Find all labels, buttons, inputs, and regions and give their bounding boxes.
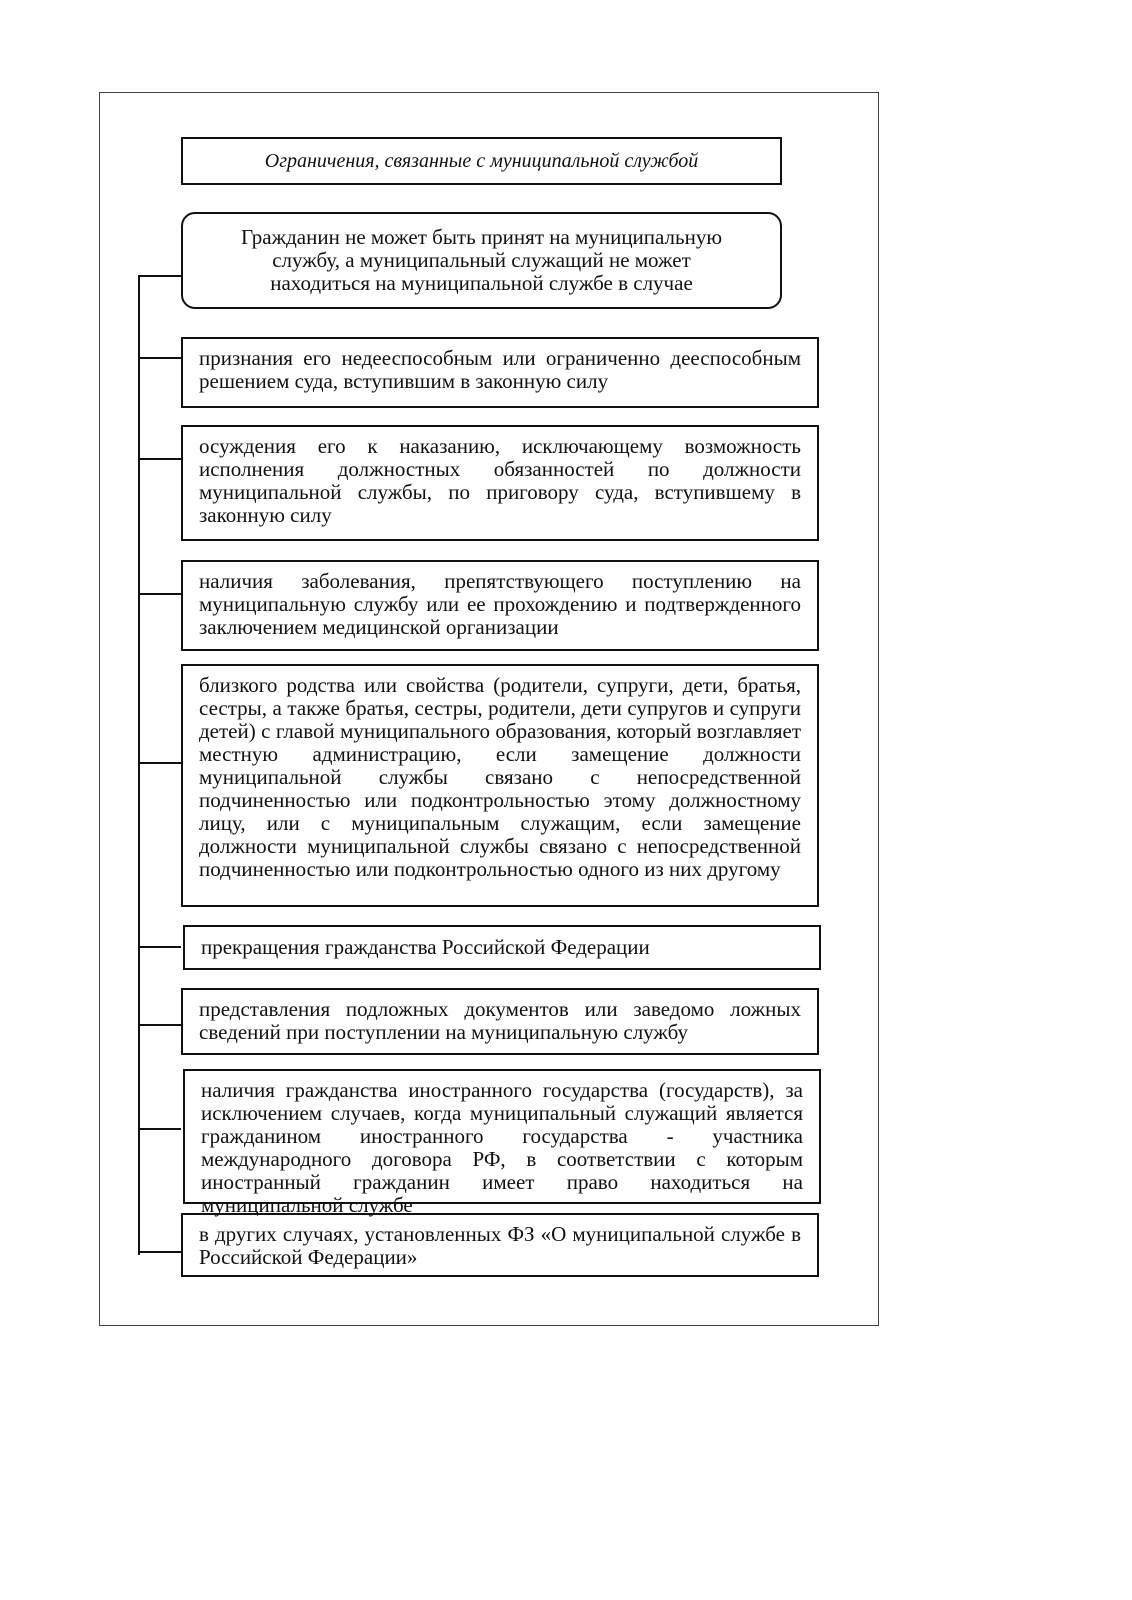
connector-tick-4 <box>138 762 181 764</box>
condition-box-5: прекращения гражданства Российской Федерации <box>183 925 821 970</box>
connector-tick-7 <box>138 1128 181 1130</box>
connector-tick-8 <box>138 1251 181 1253</box>
connector-tick-6 <box>138 1024 181 1026</box>
condition-box-4: близкого родства или свойства (родители, супруги, дети, братья, сестры, а также братья, сестры, родители, дети супругов и супруги детей) с главой муниципального образования, который возглавляет местную администрацию, если замещение должности муниципальной службы связано с непосредственной подчиненностью или подконтрольностью этому должностному лицу, или с муниципальным служащим, если замещение должности муниципальной службы связано с непосредственной подчиненностью или подконтрольностью одного из них другому <box>181 664 819 907</box>
condition-box-6: представления подложных документов или заведомо ложных сведений при поступлении на муниципальную службу <box>181 988 819 1055</box>
condition-box-2: осуждения его к наказанию, исключающему возможность исполнения должностных обязанностей по должности муниципальной службы, по приговору суда, вступившему в законную силу <box>181 425 819 541</box>
connector-tick-5 <box>138 946 181 948</box>
connector-tick-1 <box>138 357 181 359</box>
condition-box-7: наличия гражданства иностранного государства (государств), за исключением случаев, когда муниципальный служащий является гражданином иностранного государства - участника международного договора РФ, в соответствии с которым иностранный гражданин имеет право находиться на муниципальной службе <box>183 1069 821 1204</box>
header-box: Гражданин не может быть принят на муниципальную службу, а муниципальный служащий не может находиться на муниципальной службе в случае <box>181 212 782 309</box>
connector-tick-2 <box>138 458 181 460</box>
condition-box-8: в других случаях, установленных ФЗ «О муниципальной службе в Российской Федерации» <box>181 1213 819 1277</box>
diagram-title: Ограничения, связанные с муниципальной службой <box>181 137 782 185</box>
condition-box-3: наличия заболевания, препятствующего поступлению на муниципальную службу или ее прохождению и подтвержденного заключением медицинской организации <box>181 560 819 651</box>
condition-box-1: признания его недееспособным или ограниченно дееспособным решением суда, вступившим в законную силу <box>181 337 819 408</box>
connector-tick-3 <box>138 593 181 595</box>
connector-line <box>138 275 140 1255</box>
connector-tick-header <box>138 275 181 277</box>
